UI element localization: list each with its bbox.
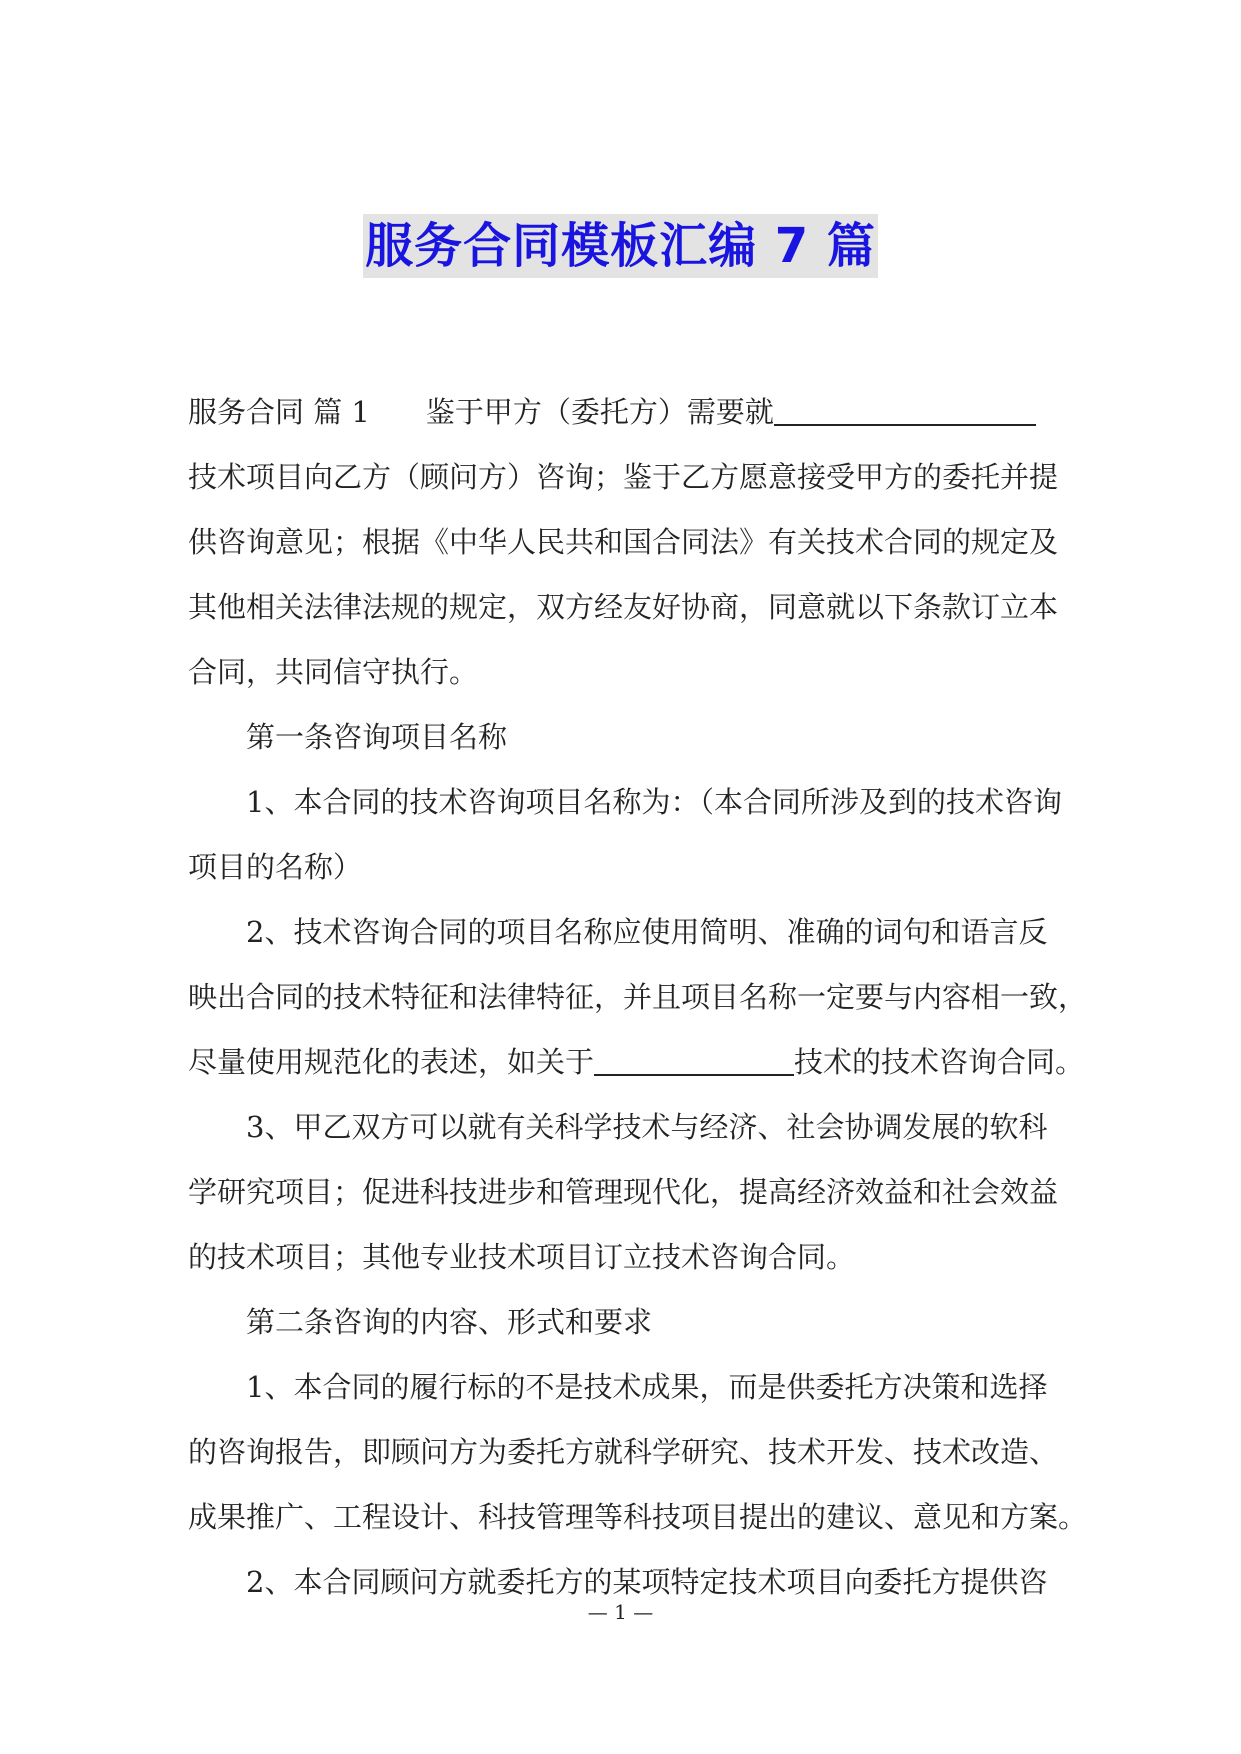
text-span: 尽量使用规范化的表述，如关于	[188, 1045, 595, 1079]
document-body	[188, 380, 1088, 1615]
article-heading: 第一条咨询项目名称	[246, 720, 508, 754]
paragraph-line: 技术项目向乙方（顾问方）咨询；鉴于乙方愿意接受甲方的委托并提	[188, 460, 1059, 494]
paragraph-line: 2、技术咨询合同的项目名称应使用简明、准确的词句和语言反	[246, 915, 1048, 949]
paragraph-line: 的技术项目；其他专业技术项目订立技术咨询合同。	[188, 1240, 856, 1274]
title-wrap	[0, 214, 1241, 278]
paragraph-line: 合同，共同信守执行。	[188, 655, 479, 689]
paragraph-line: 3、甲乙双方可以就有关科学技术与经济、社会协调发展的软科	[246, 1110, 1048, 1144]
paragraph-line: 1、本合同的履行标的不是技术成果，而是供委托方决策和选择	[246, 1370, 1048, 1404]
section-label: 服务合同 篇 1	[188, 395, 370, 429]
paragraph-line: 1、本合同的技术咨询项目名称为：（本合同所涉及到的技术咨询	[246, 785, 1062, 819]
text-span: 鉴于甲方（委托方）需要就	[425, 395, 774, 429]
paragraph-line	[188, 380, 1058, 445]
paragraph-line: 供咨询意见；根据《中华人民共和国合同法》有关技术合同的规定及	[188, 525, 1059, 559]
paragraph-line: 成果推广、工程设计、科技管理等科技项目提出的建议、意见和方案。	[188, 1500, 1088, 1534]
article-heading: 第二条咨询的内容、形式和要求	[246, 1305, 653, 1339]
page-number: — 1 —	[587, 1600, 654, 1624]
paragraph-line: 的咨询报告，即顾问方为委托方就科学研究、技术开发、技术改造、	[188, 1435, 1059, 1469]
document-title: 服务合同模板汇编 7 篇	[363, 214, 878, 278]
paragraph-line: 映出合同的技术特征和法律特征，并且项目名称一定要与内容相一致，	[188, 980, 1088, 1014]
paragraph-line: 项目的名称）	[188, 850, 363, 884]
blank-line	[594, 1044, 794, 1076]
paragraph-line: 其他相关法律法规的规定，双方经友好协商，同意就以下条款订立本	[188, 590, 1059, 624]
paragraph-line	[188, 1030, 1085, 1095]
blank-line	[774, 394, 1036, 426]
paragraph-line: 2、本合同顾问方就委托方的某项特定技术项目向委托方提供咨	[246, 1565, 1048, 1599]
text-span: 技术的技术咨询合同。	[794, 1045, 1085, 1079]
paragraph-line: 学研究项目；促进科技进步和管理现代化，提高经济效益和社会效益	[188, 1175, 1059, 1209]
